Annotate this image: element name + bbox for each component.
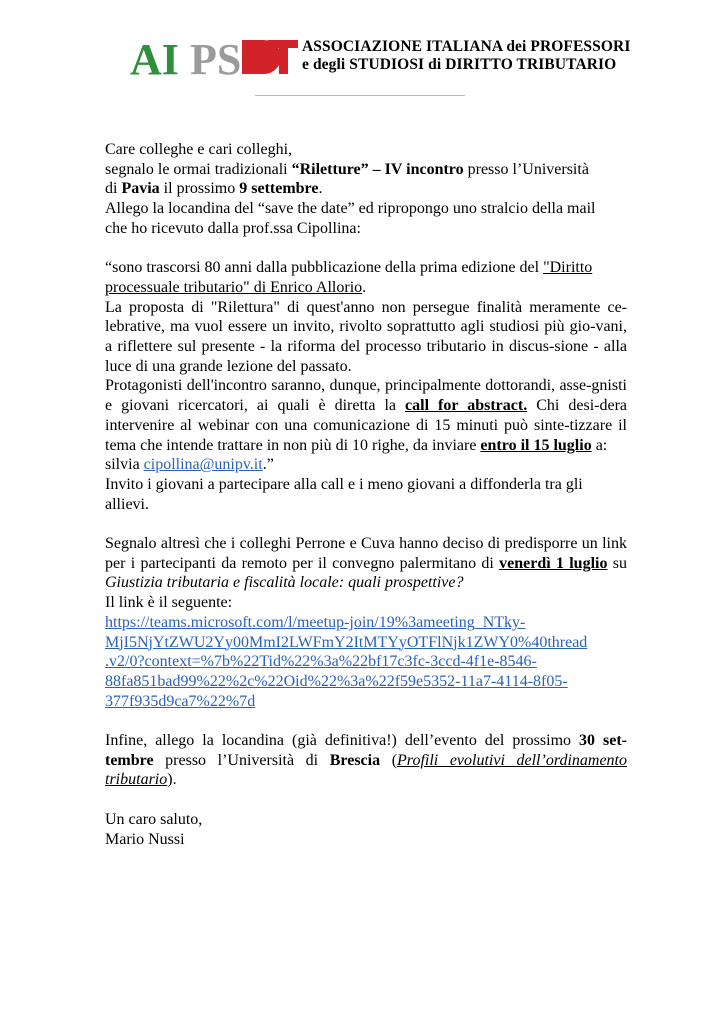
paragraph-brescia: Infine, allego la locandina (già definitiva!) dell’evento del prossimo 30 set-tembre presso l’Università di Brescia (Profili evolutivi dell’ordinamento tributario). (105, 732, 628, 789)
riletture-title: “Riletture” – IV incontro (291, 160, 464, 178)
teams-link[interactable]: https://teams.microsoft.com/l/meetup-join/19%3ameeting_NTky- MjI5NjYtZWU2Yy00MmI2LWFmY2ItMTYyOTFlNjk1ZWY0%40thread .v2/0?context=%7b%22Tid%22%3a%22bf17c3fc-3ccd-4f1e-8546- 88fa851bad99%22%2c%22Oid%22%3a%22f59e5352-11a7-4114-8f05- 377f935d9ca7%22%7d (105, 613, 588, 710)
salutation: Care colleghe e cari colleghi, (105, 141, 293, 158)
svg-text:PS: PS (190, 35, 242, 80)
signature: Mario Nussi (105, 830, 185, 848)
link-intro: Il link è il seguente: (105, 594, 233, 612)
brescia-title: Profili evolutivi dell’ordinamento tributario (105, 751, 628, 789)
quote-rilettura: La proposta di "Rilettura" di quest'anno non persegue finalità meramente ce-lebrative, ma vuol essere un invito, rivolto soprattutto agli studiosi più gio-vani, a riflettere sul presente - la riforma del processo tributario in discus-sione - alla luce di una grande lezione del passato. (105, 298, 627, 375)
date-palermo: venerdì 1 luglio (499, 554, 608, 572)
city-brescia: Brescia (329, 751, 381, 769)
quote-intro: “sono trascorsi 80 anni dalla pubblicazione della prima edizione del "Diritto processuale tributario" di Enrico Allorio. (105, 259, 593, 296)
association-name (302, 38, 630, 74)
header-divider (255, 95, 465, 96)
paragraph-riletture: segnalo le ormai tradizionali “Riletture” – IV incontro presso l’Università di Pavia il prossimo 9 settembre. (105, 160, 589, 198)
quote-email-line: silvia cipollina@unipv.it.” (105, 456, 274, 474)
svg-text:AI: AI (130, 35, 179, 80)
date-pavia: 9 settembre (239, 180, 319, 198)
letter-body (105, 140, 627, 849)
palermo-title: Giustizia tributaria e fiscalità locale: quali prospettive? (105, 574, 464, 592)
date-brescia: 30 set-tembre (105, 732, 627, 769)
book-title: "Diritto (543, 259, 593, 277)
call-for-abstract: call for abstract. (405, 397, 528, 415)
email-link[interactable]: cipollina@unipv.it (143, 456, 263, 474)
quote-call: Protagonisti dell'incontro saranno, dunque, principalmente dottorandi, asse-gnisti e giovani ricercatori, ai quali è diretta la call for abstract. Chi desi-dera intervenire al webinar con una comunicazione di 15 minuti può sinte-tizzare il tema che intende trattare in non più di 10 righe, da inviare entro il 15 luglio a: (105, 377, 628, 454)
closing: Un caro saluto, (105, 810, 203, 828)
paragraph-locandina: Allego la locandina del “save the date” ed ripropongo uno stralcio della mail che ho ricevuto dalla prof.ssa Cipollina: (105, 200, 596, 237)
deadline: entro il 15 luglio (480, 436, 592, 454)
paragraph-palermo: Segnalo altresì che i colleghi Perrone e Cuva hanno deciso di predisporre un link per i partecipanti da remoto per il convegno palermitano di venerdì 1 luglio su Giustizia tributaria e fiscalità locale: quali prospettive? (105, 535, 628, 592)
association-line-2: e degli STUDIOSI di DIRITTO TRIBUTARIO (302, 56, 617, 73)
city-pavia: Pavia (121, 180, 160, 198)
association-line-1: ASSOCIAZIONE ITALIANA dei PROFESSORI (302, 38, 631, 55)
aipsdt-logo (130, 34, 298, 80)
paragraph-invito: Invito i giovani a partecipare alla call e i meno giovani a diffonderla tra gli allievi. (105, 475, 583, 513)
letterhead (130, 34, 630, 84)
